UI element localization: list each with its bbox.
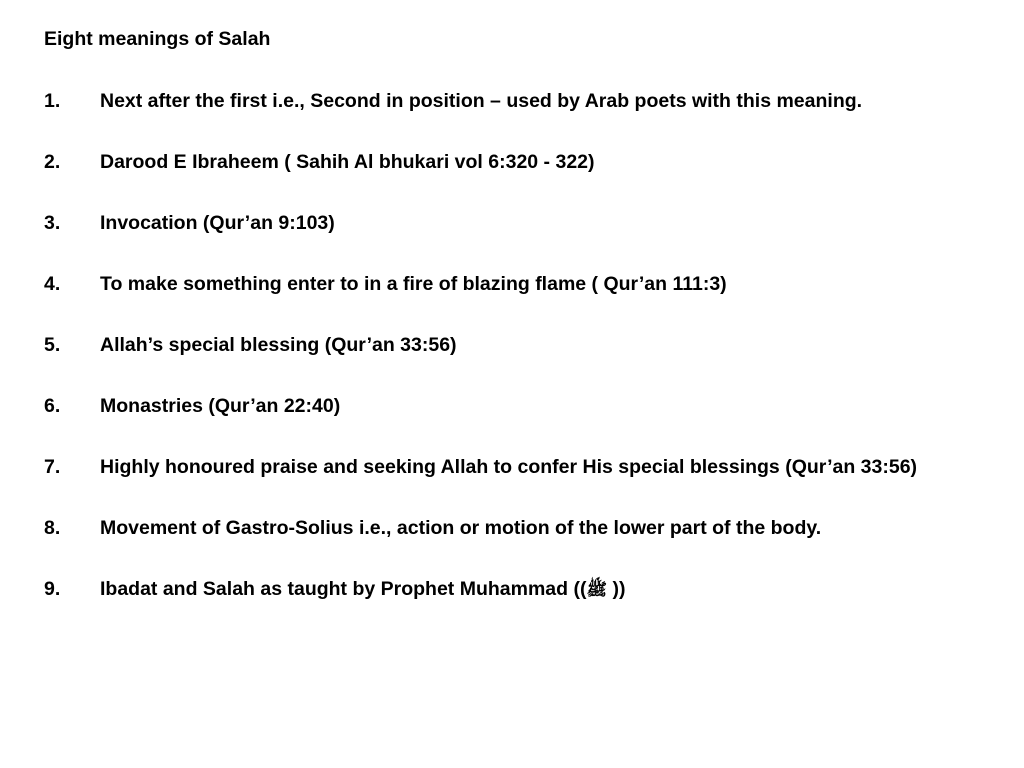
- list-item: [44, 330, 1004, 361]
- item-text: Monastries (Qur’an 22:40): [100, 395, 341, 417]
- salawat-symbol: ﷺ: [586, 580, 608, 600]
- item-text: Highly honoured praise and seeking Allah to confer His special blessings (Qur’an 33:56): [100, 456, 918, 478]
- list-item: [44, 147, 1004, 178]
- item-text: Ibadat and Salah as taught by Prophet Muhammad ((: [100, 578, 587, 600]
- list-item: [44, 574, 1004, 606]
- item-text: To make something enter to in a fire of blazing flame ( Qur’an 111:3): [100, 273, 727, 295]
- item-number: 3.: [44, 212, 61, 234]
- item-text: Allah’s special blessing (Qur’an 33:56): [100, 334, 457, 356]
- item-number: 1.: [44, 90, 61, 112]
- list-item: [44, 452, 1004, 483]
- list-item: [44, 269, 1004, 300]
- item-number: 5.: [44, 334, 61, 356]
- item-text: Next after the first i.e., Second in position – used by Arab poets with this meaning.: [100, 90, 863, 112]
- list-item: [44, 208, 1004, 239]
- item-number: 7.: [44, 456, 61, 478]
- item-number: 4.: [44, 273, 61, 295]
- item-text: Darood E Ibraheem ( Sahih Al bhukari vol 6:320 - 322): [100, 151, 595, 173]
- item-number: 9.: [44, 578, 61, 600]
- list-item: [44, 513, 1004, 544]
- slide-title: Eight meanings of Salah: [44, 28, 271, 50]
- item-text: Invocation (Qur’an 9:103): [100, 212, 335, 234]
- item-number: 2.: [44, 151, 61, 173]
- item-text-end: )): [607, 578, 626, 600]
- list-item: [44, 391, 1004, 422]
- item-text: Movement of Gastro-Solius i.e., action or motion of the lower part of the body.: [100, 517, 822, 539]
- list-item: [44, 86, 1004, 117]
- meanings-list: [44, 86, 1004, 636]
- item-number: 6.: [44, 395, 61, 417]
- item-number: 8.: [44, 517, 61, 539]
